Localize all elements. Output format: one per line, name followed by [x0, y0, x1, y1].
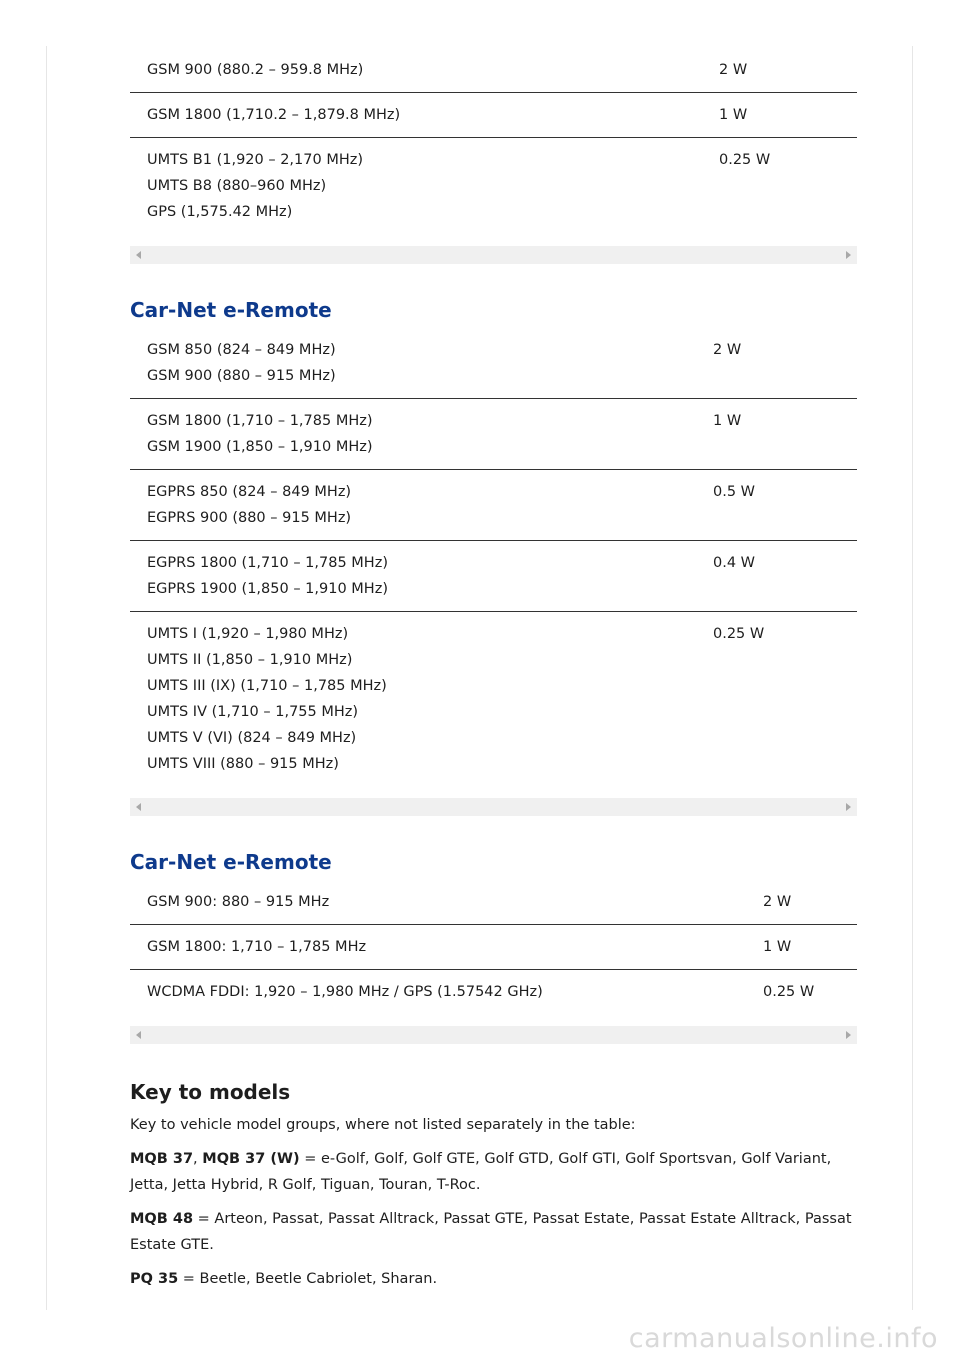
frequency-band: GSM 850 (824 – 849 MHz) — [147, 342, 336, 358]
table-row — [130, 470, 857, 541]
frequency-band: UMTS B1 (1,920 – 2,170 MHz) — [147, 152, 364, 168]
frequency-band: UMTS V (VI) (824 – 849 MHz) — [147, 730, 357, 746]
frequency-band: GPS (1,575.42 MHz) — [147, 204, 293, 220]
section-title-car-net-2: Car-Net e-Remote — [130, 850, 332, 874]
model-code-mqb48: MQB 48 — [130, 1211, 194, 1227]
key-pq35 — [130, 1266, 857, 1292]
frequency-band-cell — [130, 138, 719, 235]
frequency-band-cell — [130, 328, 713, 399]
scroll-left-arrow-icon[interactable] — [136, 803, 141, 811]
frequency-table-1 — [130, 48, 857, 234]
table-row — [130, 328, 857, 399]
watermark: carmanualsonline.info — [628, 1323, 938, 1354]
horizontal-scrollbar-1[interactable] — [130, 246, 857, 264]
separator: , — [193, 1151, 203, 1167]
table-row — [130, 138, 857, 235]
scroll-right-arrow-icon[interactable] — [846, 803, 851, 811]
key-mqb37 — [130, 1146, 857, 1198]
power-value: 2 W — [763, 880, 857, 925]
table-row — [130, 925, 857, 970]
frequency-band: UMTS III (IX) (1,710 – 1,785 MHz) — [147, 678, 387, 694]
power-value: 1 W — [763, 925, 857, 970]
frequency-band: GSM 1900 (1,850 – 1,910 MHz) — [147, 439, 373, 455]
model-list-mqb37: = e-Golf, Golf, Golf GTE, Golf GTD, Golf GTI, Golf Sportsvan, Golf Variant, Jetta, Jetta Hybrid, R Golf, Tiguan, Touran, T-Roc. — [130, 1151, 832, 1193]
frequency-band-cell — [130, 925, 763, 970]
table-row — [130, 93, 857, 138]
power-value: 0.4 W — [713, 541, 857, 612]
frequency-band: GSM 1800 (1,710.2 – 1,879.8 MHz) — [147, 107, 401, 123]
horizontal-scrollbar-2[interactable] — [130, 798, 857, 816]
scroll-left-arrow-icon[interactable] — [136, 251, 141, 259]
key-mqb48 — [130, 1206, 857, 1258]
frequency-band: GSM 900: 880 – 915 MHz — [147, 894, 330, 910]
right-page-border — [912, 46, 913, 1310]
frequency-band: GSM 1800: 1,710 – 1,785 MHz — [147, 939, 367, 955]
scroll-left-arrow-icon[interactable] — [136, 1031, 141, 1039]
frequency-band-cell — [130, 399, 713, 470]
left-page-border — [46, 46, 47, 1310]
model-code-mqb37w: MQB 37 (W) — [202, 1151, 300, 1167]
model-list-pq35: = Beetle, Beetle Cabriolet, Sharan. — [178, 1271, 438, 1287]
table-row — [130, 612, 857, 787]
frequency-band: UMTS IV (1,710 – 1,755 MHz) — [147, 704, 359, 720]
key-to-models-title: Key to models — [130, 1080, 291, 1104]
frequency-table-2 — [130, 328, 857, 786]
table-row — [130, 970, 857, 1015]
power-value: 1 W — [713, 399, 857, 470]
power-value: 2 W — [719, 48, 857, 93]
key-intro: Key to vehicle model groups, where not listed separately in the table: — [130, 1117, 636, 1133]
frequency-band: WCDMA FDDI: 1,920 – 1,980 MHz / GPS (1.57542 GHz) — [147, 984, 543, 1000]
power-value: 1 W — [719, 93, 857, 138]
power-value: 0.25 W — [763, 984, 815, 1000]
frequency-band: UMTS I (1,920 – 1,980 MHz) — [147, 626, 349, 642]
table-row — [130, 399, 857, 470]
scroll-right-arrow-icon[interactable] — [846, 251, 851, 259]
frequency-band: EGPRS 850 (824 – 849 MHz) — [147, 484, 352, 500]
scroll-right-arrow-icon[interactable] — [846, 1031, 851, 1039]
model-code-mqb37: MQB 37 — [130, 1151, 194, 1167]
power-value: 0.5 W — [713, 470, 857, 541]
model-list-mqb48: = Arteon, Passat, Passat Alltrack, Passat GTE, Passat Estate, Passat Estate Alltrack, Passat Estate GTE. — [130, 1211, 852, 1253]
page-content — [130, 48, 857, 1300]
frequency-band-cell — [130, 48, 719, 93]
frequency-band-cell — [130, 93, 719, 138]
frequency-band: UMTS VIII (880 – 915 MHz) — [147, 756, 339, 772]
frequency-band-cell — [130, 470, 713, 541]
frequency-band: UMTS II (1,850 – 1,910 MHz) — [147, 652, 353, 668]
frequency-band: UMTS B8 (880–960 MHz) — [147, 178, 327, 194]
frequency-band-cell — [130, 970, 763, 1015]
frequency-band-cell — [130, 612, 713, 787]
power-value: 0.25 W — [713, 626, 765, 642]
frequency-band: EGPRS 1900 (1,850 – 1,910 MHz) — [147, 581, 388, 597]
frequency-band: GSM 1800 (1,710 – 1,785 MHz) — [147, 413, 373, 429]
frequency-band-cell — [130, 541, 713, 612]
frequency-band: GSM 900 (880 – 915 MHz) — [147, 368, 336, 384]
frequency-band: EGPRS 900 (880 – 915 MHz) — [147, 510, 352, 526]
section-title-car-net-1: Car-Net e-Remote — [130, 298, 332, 322]
model-code-pq35: PQ 35 — [130, 1271, 179, 1287]
frequency-band: GSM 900 (880.2 – 959.8 MHz) — [147, 62, 364, 78]
horizontal-scrollbar-3[interactable] — [130, 1026, 857, 1044]
power-value: 0.25 W — [719, 152, 771, 168]
table-row — [130, 48, 857, 93]
table-row — [130, 880, 857, 925]
frequency-band: EGPRS 1800 (1,710 – 1,785 MHz) — [147, 555, 388, 571]
frequency-band-cell — [130, 880, 763, 925]
table-row — [130, 541, 857, 612]
power-value: 2 W — [713, 328, 857, 399]
frequency-table-3 — [130, 880, 857, 1014]
